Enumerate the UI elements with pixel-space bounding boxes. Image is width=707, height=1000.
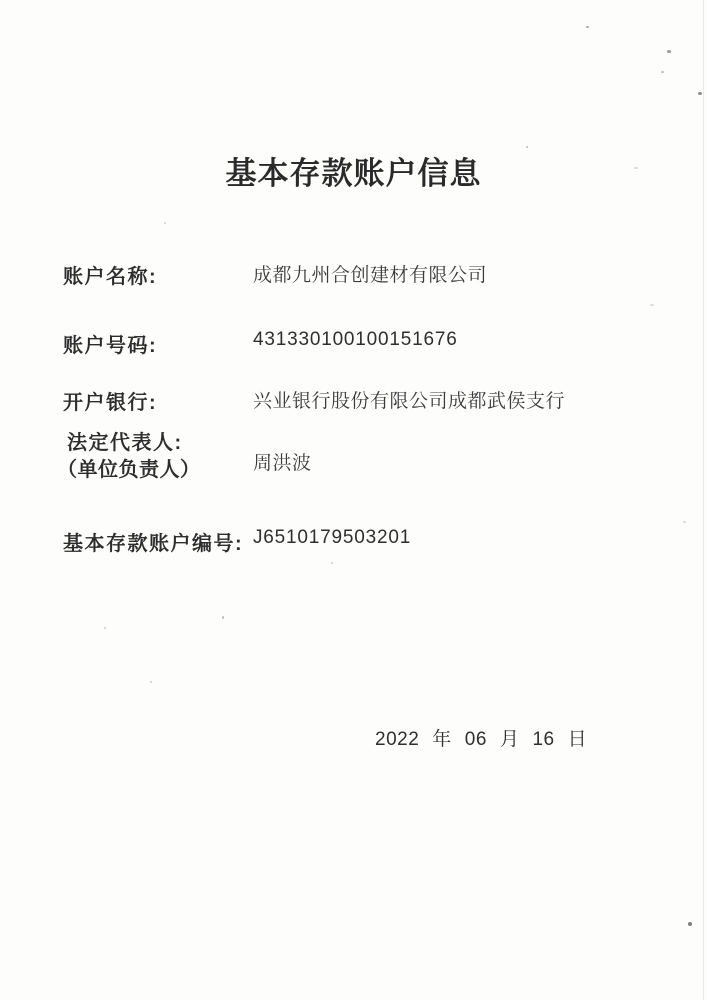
account-name-value: 成都九州合创建材有限公司 [253,265,488,286]
bank-value: 兴业银行股份有限公司成都武侯支行 [253,391,566,412]
scan-speck [150,681,152,683]
account-name-label: 账户名称: [63,266,158,288]
document-date [375,724,587,751]
legal-rep-value: 周洪波 [253,453,312,474]
date-day: 16 [532,729,555,750]
date-month-unit: 月 [499,729,520,750]
scan-speck [164,222,166,224]
account-number-label: 账户号码: [63,335,158,357]
account-number-value: 431330100100151676 [253,329,458,350]
legal-rep-label-line2: （单位负责人） [57,459,201,481]
basic-account-code-value: J6510179503201 [253,527,412,548]
bank-label: 开户银行: [63,392,158,414]
date-day-unit: 日 [567,729,588,750]
scan-speck [698,92,702,95]
scan-speck [222,616,224,619]
date-year-unit: 年 [432,729,452,750]
legal-rep-label [57,430,201,484]
scan-speck [526,146,528,148]
scan-speck [104,627,106,629]
scan-speck [661,71,664,73]
basic-account-code-label: 基本存款账户编号: [63,533,244,555]
scan-speck [331,562,333,564]
scan-speck [688,922,692,926]
legal-rep-label-line1: 法定代表人: [67,432,183,454]
scan-speck [667,50,671,53]
date-month: 06 [464,729,487,750]
scan-speck [650,304,654,306]
scan-speck [683,521,686,523]
page-title: 基本存款账户信息 [225,156,482,191]
scan-speck [586,26,589,28]
date-year: 2022 [375,729,420,750]
scan-speck [634,167,638,169]
